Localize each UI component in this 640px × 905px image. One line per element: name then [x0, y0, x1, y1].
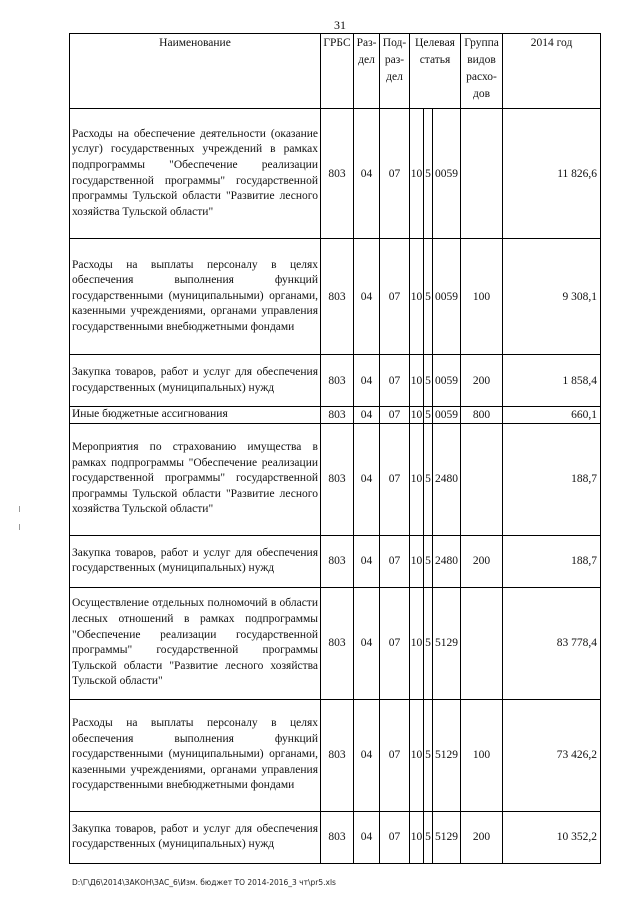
row-amount: 1 858,4: [503, 355, 601, 407]
row-expense-group: [461, 587, 503, 699]
row-podrazdel: 07: [380, 535, 410, 587]
table-row: [70, 355, 601, 407]
row-target-code: 5129: [433, 811, 461, 863]
row-target-program: 10: [410, 109, 424, 239]
header-row: [70, 34, 601, 109]
row-expense-group: [461, 109, 503, 239]
row-grbs: 803: [321, 407, 354, 424]
row-razdel: 04: [354, 109, 380, 239]
row-target-subprogram: 5: [424, 407, 433, 424]
row-grbs: 803: [321, 587, 354, 699]
margin-mark: [19, 524, 20, 530]
row-target-subprogram: 5: [424, 239, 433, 355]
row-name: Закупка товаров, работ и услуг для обеспечения государственных (муниципальных) нужд: [70, 811, 321, 863]
header-razdel: Раз- дел: [354, 34, 380, 109]
row-target-program: 10: [410, 699, 424, 811]
row-target-code: 2480: [433, 423, 461, 535]
row-podrazdel: 07: [380, 699, 410, 811]
row-razdel: 04: [354, 587, 380, 699]
row-name: Иные бюджетные ассигнования: [70, 407, 321, 424]
row-expense-group: [461, 423, 503, 535]
row-name: Закупка товаров, работ и услуг для обеспечения государственных (муниципальных) нужд: [70, 535, 321, 587]
table-row: [70, 699, 601, 811]
row-target-subprogram: 5: [424, 355, 433, 407]
row-podrazdel: 07: [380, 811, 410, 863]
header-podrazdel: Под- раз- дел: [380, 34, 410, 109]
row-name: Закупка товаров, работ и услуг для обеспечения государственных (муниципальных) нужд: [70, 355, 321, 407]
row-amount: 660,1: [503, 407, 601, 424]
row-grbs: 803: [321, 699, 354, 811]
row-target-code: 5129: [433, 587, 461, 699]
row-target-code: 0059: [433, 355, 461, 407]
row-razdel: 04: [354, 355, 380, 407]
row-grbs: 803: [321, 811, 354, 863]
row-target-program: 10: [410, 407, 424, 424]
row-expense-group: 200: [461, 535, 503, 587]
row-expense-group: 200: [461, 355, 503, 407]
file-path-footer: D:\Г\Д6\2014\ЗАКОН\ЗАС_6\Изм. бюджет ТО 2014-2016_3 чт\pr5.xls: [72, 878, 336, 887]
row-grbs: 803: [321, 109, 354, 239]
header-group: Группа видов расхо- дов: [461, 34, 503, 109]
row-razdel: 04: [354, 811, 380, 863]
table-row: [70, 535, 601, 587]
row-expense-group: 100: [461, 699, 503, 811]
row-target-subprogram: 5: [424, 587, 433, 699]
row-target-program: 10: [410, 239, 424, 355]
row-target-program: 10: [410, 811, 424, 863]
page-number: 31: [334, 18, 346, 32]
row-target-code: 2480: [433, 535, 461, 587]
row-target-program: 10: [410, 423, 424, 535]
row-target-subprogram: 5: [424, 109, 433, 239]
row-target-code: 0059: [433, 239, 461, 355]
row-target-code: 0059: [433, 407, 461, 424]
row-target-subprogram: 5: [424, 423, 433, 535]
row-expense-group: 200: [461, 811, 503, 863]
header-grbs: ГРБС: [321, 34, 354, 109]
table-row: [70, 587, 601, 699]
row-amount: 188,7: [503, 423, 601, 535]
row-grbs: 803: [321, 355, 354, 407]
header-name: Наименование: [70, 34, 321, 109]
row-name: Расходы на обеспечение деятельности (оказание услуг) государственных учреждений в рамках подпрограммы "Обеспечение реализации государственной программы" государственной программы Тульской области "Развитие лесного хозяйства Тульской области": [70, 109, 321, 239]
row-expense-group: 800: [461, 407, 503, 424]
row-amount: 83 778,4: [503, 587, 601, 699]
header-target: Целевая статья: [410, 34, 461, 109]
table-row: [70, 407, 601, 424]
row-podrazdel: 07: [380, 587, 410, 699]
row-target-program: 10: [410, 355, 424, 407]
table-row: [70, 811, 601, 863]
row-target-subprogram: 5: [424, 699, 433, 811]
row-target-subprogram: 5: [424, 535, 433, 587]
table-row: [70, 109, 601, 239]
row-razdel: 04: [354, 239, 380, 355]
row-name: Расходы на выплаты персоналу в целях обеспечения выполнения функций государственными (муниципальными) органами, казенными учреждениями, органами управления государственными внебюджетными фондами: [70, 239, 321, 355]
row-podrazdel: 07: [380, 109, 410, 239]
row-amount: 9 308,1: [503, 239, 601, 355]
margin-mark: [19, 506, 20, 512]
table-row: [70, 423, 601, 535]
row-razdel: 04: [354, 699, 380, 811]
row-name: Расходы на выплаты персоналу в целях обеспечения выполнения функций государственными (муниципальными) органами, казенными учреждениями, органами управления государственными внебюджетными фондами: [70, 699, 321, 811]
row-podrazdel: 07: [380, 407, 410, 424]
row-name: Осуществление отдельных полномочий в области лесных отношений в рамках подпрограммы "Обеспечение реализации государственной программы" государственной программы Тульской области "Развитие лесного хозяйства Тульской области": [70, 587, 321, 699]
row-amount: 188,7: [503, 535, 601, 587]
row-target-program: 10: [410, 535, 424, 587]
header-year: 2014 год: [503, 34, 601, 109]
row-name: Мероприятия по страхованию имущества в рамках подпрограммы "Обеспечение реализации государственной программы" государственной программы Тульской области "Развитие лесного хозяйства Тульской области": [70, 423, 321, 535]
budget-table: [69, 33, 601, 864]
row-podrazdel: 07: [380, 355, 410, 407]
row-grbs: 803: [321, 239, 354, 355]
row-razdel: 04: [354, 535, 380, 587]
row-amount: 73 426,2: [503, 699, 601, 811]
row-target-subprogram: 5: [424, 811, 433, 863]
row-expense-group: 100: [461, 239, 503, 355]
row-podrazdel: 07: [380, 423, 410, 535]
row-podrazdel: 07: [380, 239, 410, 355]
row-grbs: 803: [321, 423, 354, 535]
row-amount: 11 826,6: [503, 109, 601, 239]
row-target-program: 10: [410, 587, 424, 699]
row-grbs: 803: [321, 535, 354, 587]
row-target-code: 0059: [433, 109, 461, 239]
table-row: [70, 239, 601, 355]
row-razdel: 04: [354, 407, 380, 424]
row-amount: 10 352,2: [503, 811, 601, 863]
row-target-code: 5129: [433, 699, 461, 811]
row-razdel: 04: [354, 423, 380, 535]
